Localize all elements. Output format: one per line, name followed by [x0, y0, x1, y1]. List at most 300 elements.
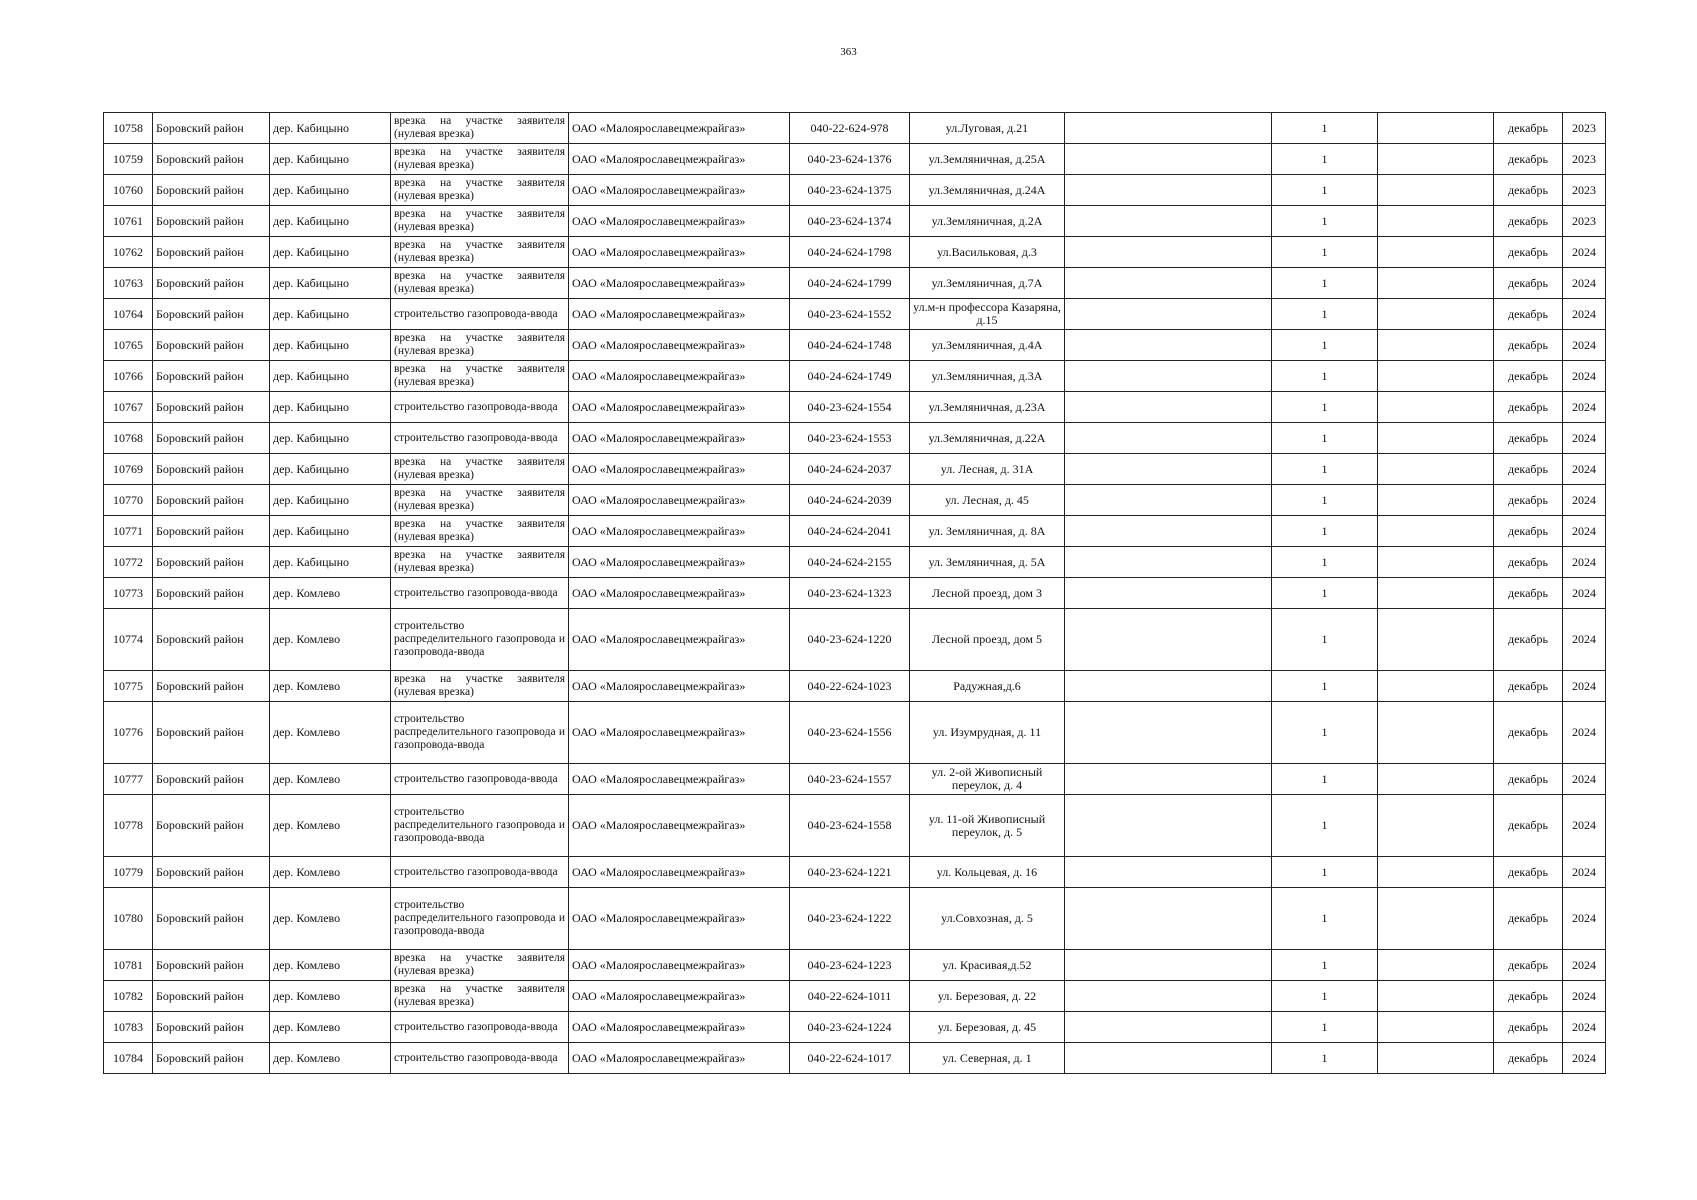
quantity-cell: 1: [1272, 1043, 1378, 1074]
year-cell: 2024: [1563, 857, 1606, 888]
table-row: [104, 981, 1606, 1012]
work-type-cell: строительство газопровода-ввода: [391, 857, 569, 888]
year-cell: 2024: [1563, 888, 1606, 950]
year-cell: 2024: [1563, 268, 1606, 299]
blank-cell: [1065, 981, 1272, 1012]
application-id-cell: 040-24-624-2039: [790, 485, 910, 516]
row-number: 10778: [104, 795, 153, 857]
quantity-cell: 1: [1272, 857, 1378, 888]
quantity-cell: 1: [1272, 516, 1378, 547]
quantity-cell: 1: [1272, 268, 1378, 299]
organization-cell: ОАО «Малоярославецмежрайгаз»: [569, 113, 790, 144]
district-cell: Боровский район: [153, 299, 270, 330]
work-type-cell: строительство распределительного газопровода и газопровода-ввода: [391, 702, 569, 764]
district-cell: Боровский район: [153, 144, 270, 175]
month-cell: декабрь: [1494, 950, 1563, 981]
quantity-cell: 1: [1272, 392, 1378, 423]
locality-cell: дер. Кабицыно: [270, 454, 391, 485]
year-cell: 2024: [1563, 547, 1606, 578]
quantity-cell: 1: [1272, 361, 1378, 392]
locality-cell: дер. Кабицыно: [270, 299, 391, 330]
month-cell: декабрь: [1494, 206, 1563, 237]
blank-cell: [1378, 671, 1494, 702]
row-number: 10777: [104, 764, 153, 795]
locality-cell: дер. Комлево: [270, 671, 391, 702]
work-type-cell: врезка на участке заявителя (нулевая врезка): [391, 981, 569, 1012]
row-number: 10781: [104, 950, 153, 981]
table-row: [104, 609, 1606, 671]
address-cell: ул. Красивая,д.52: [910, 950, 1065, 981]
address-cell: ул. Березовая, д. 45: [910, 1012, 1065, 1043]
year-cell: 2024: [1563, 671, 1606, 702]
year-cell: 2023: [1563, 113, 1606, 144]
row-number: 10758: [104, 113, 153, 144]
application-id-cell: 040-24-624-2155: [790, 547, 910, 578]
address-cell: ул.Луговая, д.21: [910, 113, 1065, 144]
application-id-cell: 040-23-624-1554: [790, 392, 910, 423]
locality-cell: дер. Кабицыно: [270, 175, 391, 206]
organization-cell: ОАО «Малоярославецмежрайгаз»: [569, 702, 790, 764]
work-type-cell: врезка на участке заявителя (нулевая врезка): [391, 361, 569, 392]
blank-cell: [1378, 206, 1494, 237]
row-number: 10763: [104, 268, 153, 299]
organization-cell: ОАО «Малоярославецмежрайгаз»: [569, 144, 790, 175]
blank-cell: [1378, 888, 1494, 950]
blank-cell: [1378, 423, 1494, 454]
locality-cell: дер. Кабицыно: [270, 361, 391, 392]
work-type-cell: врезка на участке заявителя (нулевая врезка): [391, 144, 569, 175]
organization-cell: ОАО «Малоярославецмежрайгаз»: [569, 671, 790, 702]
quantity-cell: 1: [1272, 981, 1378, 1012]
organization-cell: ОАО «Малоярославецмежрайгаз»: [569, 578, 790, 609]
blank-cell: [1378, 175, 1494, 206]
address-cell: ул.м-н профессора Казаряна, д.15: [910, 299, 1065, 330]
blank-cell: [1378, 702, 1494, 764]
address-cell: ул. Лесная, д. 45: [910, 485, 1065, 516]
blank-cell: [1378, 1043, 1494, 1074]
table-row: [104, 485, 1606, 516]
district-cell: Боровский район: [153, 764, 270, 795]
district-cell: Боровский район: [153, 392, 270, 423]
month-cell: декабрь: [1494, 144, 1563, 175]
year-cell: 2024: [1563, 702, 1606, 764]
table-row: [104, 175, 1606, 206]
address-cell: ул.Земляничная, д.22А: [910, 423, 1065, 454]
application-id-cell: 040-23-624-1552: [790, 299, 910, 330]
quantity-cell: 1: [1272, 764, 1378, 795]
locality-cell: дер. Комлево: [270, 857, 391, 888]
blank-cell: [1065, 516, 1272, 547]
blank-cell: [1378, 454, 1494, 485]
month-cell: декабрь: [1494, 237, 1563, 268]
organization-cell: ОАО «Малоярославецмежрайгаз»: [569, 609, 790, 671]
row-number: 10770: [104, 485, 153, 516]
row-number: 10760: [104, 175, 153, 206]
district-cell: Боровский район: [153, 454, 270, 485]
quantity-cell: 1: [1272, 485, 1378, 516]
work-type-cell: строительство газопровода-ввода: [391, 578, 569, 609]
quantity-cell: 1: [1272, 454, 1378, 485]
row-number: 10782: [104, 981, 153, 1012]
year-cell: 2024: [1563, 578, 1606, 609]
row-number: 10769: [104, 454, 153, 485]
quantity-cell: 1: [1272, 206, 1378, 237]
locality-cell: дер. Комлево: [270, 578, 391, 609]
locality-cell: дер. Кабицыно: [270, 547, 391, 578]
district-cell: Боровский район: [153, 516, 270, 547]
organization-cell: ОАО «Малоярославецмежрайгаз»: [569, 950, 790, 981]
address-cell: ул. Лесная, д. 31А: [910, 454, 1065, 485]
month-cell: декабрь: [1494, 609, 1563, 671]
district-cell: Боровский район: [153, 671, 270, 702]
month-cell: декабрь: [1494, 361, 1563, 392]
locality-cell: дер. Комлево: [270, 1012, 391, 1043]
month-cell: декабрь: [1494, 547, 1563, 578]
quantity-cell: 1: [1272, 330, 1378, 361]
blank-cell: [1065, 144, 1272, 175]
row-number: 10765: [104, 330, 153, 361]
address-cell: ул.Земляничная, д.3А: [910, 361, 1065, 392]
blank-cell: [1065, 609, 1272, 671]
row-number: 10783: [104, 1012, 153, 1043]
application-id-cell: 040-22-624-1023: [790, 671, 910, 702]
address-cell: Радужная,д.6: [910, 671, 1065, 702]
application-id-cell: 040-24-624-2041: [790, 516, 910, 547]
application-id-cell: 040-23-624-1374: [790, 206, 910, 237]
application-id-cell: 040-24-624-1798: [790, 237, 910, 268]
table-row: [104, 764, 1606, 795]
year-cell: 2023: [1563, 175, 1606, 206]
table-row: [104, 671, 1606, 702]
year-cell: 2024: [1563, 423, 1606, 454]
district-cell: Боровский район: [153, 423, 270, 454]
month-cell: декабрь: [1494, 175, 1563, 206]
year-cell: 2024: [1563, 361, 1606, 392]
blank-cell: [1378, 1012, 1494, 1043]
organization-cell: ОАО «Малоярославецмежрайгаз»: [569, 981, 790, 1012]
locality-cell: дер. Кабицыно: [270, 516, 391, 547]
quantity-cell: 1: [1272, 702, 1378, 764]
work-type-cell: врезка на участке заявителя (нулевая врезка): [391, 516, 569, 547]
organization-cell: ОАО «Малоярославецмежрайгаз»: [569, 795, 790, 857]
quantity-cell: 1: [1272, 299, 1378, 330]
organization-cell: ОАО «Малоярославецмежрайгаз»: [569, 299, 790, 330]
year-cell: 2024: [1563, 795, 1606, 857]
work-type-cell: врезка на участке заявителя (нулевая врезка): [391, 454, 569, 485]
quantity-cell: 1: [1272, 888, 1378, 950]
district-cell: Боровский район: [153, 888, 270, 950]
year-cell: 2023: [1563, 144, 1606, 175]
table-row: [104, 361, 1606, 392]
year-cell: 2024: [1563, 950, 1606, 981]
blank-cell: [1378, 144, 1494, 175]
quantity-cell: 1: [1272, 175, 1378, 206]
year-cell: 2024: [1563, 764, 1606, 795]
district-cell: Боровский район: [153, 175, 270, 206]
district-cell: Боровский район: [153, 795, 270, 857]
month-cell: декабрь: [1494, 423, 1563, 454]
table-row: [104, 1012, 1606, 1043]
blank-cell: [1065, 237, 1272, 268]
month-cell: декабрь: [1494, 795, 1563, 857]
locality-cell: дер. Кабицыно: [270, 330, 391, 361]
blank-cell: [1065, 330, 1272, 361]
organization-cell: ОАО «Малоярославецмежрайгаз»: [569, 516, 790, 547]
application-id-cell: 040-24-624-1748: [790, 330, 910, 361]
address-cell: ул.Земляничная, д.2А: [910, 206, 1065, 237]
locality-cell: дер. Комлево: [270, 888, 391, 950]
year-cell: 2024: [1563, 516, 1606, 547]
application-id-cell: 040-22-624-1011: [790, 981, 910, 1012]
row-number: 10779: [104, 857, 153, 888]
quantity-cell: 1: [1272, 423, 1378, 454]
district-cell: Боровский район: [153, 547, 270, 578]
month-cell: декабрь: [1494, 485, 1563, 516]
quantity-cell: 1: [1272, 671, 1378, 702]
year-cell: 2023: [1563, 206, 1606, 237]
work-type-cell: врезка на участке заявителя (нулевая врезка): [391, 206, 569, 237]
locality-cell: дер. Кабицыно: [270, 206, 391, 237]
year-cell: 2024: [1563, 981, 1606, 1012]
row-number: 10762: [104, 237, 153, 268]
blank-cell: [1065, 795, 1272, 857]
quantity-cell: 1: [1272, 578, 1378, 609]
application-id-cell: 040-23-624-1557: [790, 764, 910, 795]
blank-cell: [1065, 485, 1272, 516]
district-cell: Боровский район: [153, 113, 270, 144]
work-type-cell: строительство газопровода-ввода: [391, 764, 569, 795]
address-cell: ул. Изумрудная, д. 11: [910, 702, 1065, 764]
locality-cell: дер. Кабицыно: [270, 237, 391, 268]
quantity-cell: 1: [1272, 795, 1378, 857]
organization-cell: ОАО «Малоярославецмежрайгаз»: [569, 268, 790, 299]
row-number: 10773: [104, 578, 153, 609]
address-cell: ул.Земляничная, д.7А: [910, 268, 1065, 299]
month-cell: декабрь: [1494, 578, 1563, 609]
work-type-cell: строительство распределительного газопровода и газопровода-ввода: [391, 795, 569, 857]
address-cell: ул. Северная, д. 1: [910, 1043, 1065, 1074]
year-cell: 2024: [1563, 485, 1606, 516]
district-cell: Боровский район: [153, 361, 270, 392]
district-cell: Боровский район: [153, 609, 270, 671]
blank-cell: [1378, 857, 1494, 888]
row-number: 10771: [104, 516, 153, 547]
blank-cell: [1065, 547, 1272, 578]
quantity-cell: 1: [1272, 113, 1378, 144]
locality-cell: дер. Комлево: [270, 764, 391, 795]
month-cell: декабрь: [1494, 702, 1563, 764]
organization-cell: ОАО «Малоярославецмежрайгаз»: [569, 361, 790, 392]
blank-cell: [1065, 702, 1272, 764]
blank-cell: [1065, 578, 1272, 609]
register-body: [104, 113, 1606, 1074]
blank-cell: [1065, 950, 1272, 981]
year-cell: 2024: [1563, 299, 1606, 330]
blank-cell: [1378, 485, 1494, 516]
address-cell: ул. Кольцевая, д. 16: [910, 857, 1065, 888]
year-cell: 2024: [1563, 392, 1606, 423]
month-cell: декабрь: [1494, 516, 1563, 547]
table-row: [104, 299, 1606, 330]
work-type-cell: врезка на участке заявителя (нулевая врезка): [391, 547, 569, 578]
work-type-cell: врезка на участке заявителя (нулевая врезка): [391, 671, 569, 702]
blank-cell: [1065, 857, 1272, 888]
district-cell: Боровский район: [153, 485, 270, 516]
month-cell: декабрь: [1494, 454, 1563, 485]
organization-cell: ОАО «Малоярославецмежрайгаз»: [569, 175, 790, 206]
address-cell: ул.Земляничная, д.25А: [910, 144, 1065, 175]
district-cell: Боровский район: [153, 702, 270, 764]
month-cell: декабрь: [1494, 888, 1563, 950]
organization-cell: ОАО «Малоярославецмежрайгаз»: [569, 330, 790, 361]
blank-cell: [1065, 113, 1272, 144]
blank-cell: [1378, 268, 1494, 299]
application-id-cell: 040-23-624-1553: [790, 423, 910, 454]
month-cell: декабрь: [1494, 1012, 1563, 1043]
locality-cell: дер. Комлево: [270, 795, 391, 857]
month-cell: декабрь: [1494, 330, 1563, 361]
work-type-cell: врезка на участке заявителя (нулевая врезка): [391, 113, 569, 144]
locality-cell: дер. Комлево: [270, 609, 391, 671]
month-cell: декабрь: [1494, 299, 1563, 330]
year-cell: 2024: [1563, 1012, 1606, 1043]
address-cell: ул. Земляничная, д. 5А: [910, 547, 1065, 578]
blank-cell: [1378, 237, 1494, 268]
locality-cell: дер. Кабицыно: [270, 144, 391, 175]
table-row: [104, 206, 1606, 237]
locality-cell: дер. Кабицыно: [270, 113, 391, 144]
organization-cell: ОАО «Малоярославецмежрайгаз»: [569, 454, 790, 485]
district-cell: Боровский район: [153, 950, 270, 981]
application-id-cell: 040-23-624-1222: [790, 888, 910, 950]
table-row: [104, 144, 1606, 175]
address-cell: ул.Земляничная, д.23А: [910, 392, 1065, 423]
application-id-cell: 040-23-624-1220: [790, 609, 910, 671]
blank-cell: [1378, 950, 1494, 981]
month-cell: декабрь: [1494, 1043, 1563, 1074]
month-cell: декабрь: [1494, 981, 1563, 1012]
organization-cell: ОАО «Малоярославецмежрайгаз»: [569, 206, 790, 237]
work-type-cell: врезка на участке заявителя (нулевая врезка): [391, 330, 569, 361]
year-cell: 2024: [1563, 1043, 1606, 1074]
organization-cell: ОАО «Малоярославецмежрайгаз»: [569, 485, 790, 516]
work-type-cell: строительство распределительного газопровода и газопровода-ввода: [391, 888, 569, 950]
quantity-cell: 1: [1272, 237, 1378, 268]
table-row: [104, 578, 1606, 609]
address-cell: ул. Земляничная, д. 8А: [910, 516, 1065, 547]
work-type-cell: врезка на участке заявителя (нулевая врезка): [391, 237, 569, 268]
month-cell: декабрь: [1494, 671, 1563, 702]
blank-cell: [1065, 361, 1272, 392]
row-number: 10767: [104, 392, 153, 423]
year-cell: 2024: [1563, 609, 1606, 671]
organization-cell: ОАО «Малоярославецмежрайгаз»: [569, 547, 790, 578]
locality-cell: дер. Комлево: [270, 702, 391, 764]
blank-cell: [1065, 1043, 1272, 1074]
blank-cell: [1065, 206, 1272, 237]
address-cell: Лесной проезд, дом 5: [910, 609, 1065, 671]
application-id-cell: 040-23-624-1376: [790, 144, 910, 175]
locality-cell: дер. Кабицыно: [270, 485, 391, 516]
month-cell: декабрь: [1494, 764, 1563, 795]
district-cell: Боровский район: [153, 206, 270, 237]
district-cell: Боровский район: [153, 857, 270, 888]
application-id-cell: 040-23-624-1558: [790, 795, 910, 857]
address-cell: ул. Березовая, д. 22: [910, 981, 1065, 1012]
blank-cell: [1065, 299, 1272, 330]
address-cell: ул.Земляничная, д.4А: [910, 330, 1065, 361]
table-row: [104, 237, 1606, 268]
quantity-cell: 1: [1272, 547, 1378, 578]
blank-cell: [1065, 392, 1272, 423]
application-id-cell: 040-23-624-1224: [790, 1012, 910, 1043]
table-row: [104, 423, 1606, 454]
table-row: [104, 888, 1606, 950]
district-cell: Боровский район: [153, 578, 270, 609]
organization-cell: ОАО «Малоярославецмежрайгаз»: [569, 237, 790, 268]
application-id-cell: 040-22-624-1017: [790, 1043, 910, 1074]
blank-cell: [1065, 888, 1272, 950]
month-cell: декабрь: [1494, 392, 1563, 423]
address-cell: ул. 2-ой Живописный переулок, д. 4: [910, 764, 1065, 795]
table-row: [104, 330, 1606, 361]
blank-cell: [1378, 299, 1494, 330]
work-type-cell: строительство газопровода-ввода: [391, 392, 569, 423]
blank-cell: [1378, 516, 1494, 547]
row-number: 10774: [104, 609, 153, 671]
row-number: 10776: [104, 702, 153, 764]
table-row: [104, 392, 1606, 423]
address-cell: ул.Земляничная, д.24А: [910, 175, 1065, 206]
table-row: [104, 702, 1606, 764]
year-cell: 2024: [1563, 454, 1606, 485]
table-row: [104, 795, 1606, 857]
organization-cell: ОАО «Малоярославецмежрайгаз»: [569, 857, 790, 888]
work-type-cell: строительство газопровода-ввода: [391, 1043, 569, 1074]
locality-cell: дер. Кабицыно: [270, 392, 391, 423]
register-table: [103, 112, 1606, 1074]
row-number: 10759: [104, 144, 153, 175]
year-cell: 2024: [1563, 237, 1606, 268]
blank-cell: [1065, 175, 1272, 206]
work-type-cell: строительство газопровода-ввода: [391, 299, 569, 330]
application-id-cell: 040-23-624-1323: [790, 578, 910, 609]
quantity-cell: 1: [1272, 950, 1378, 981]
table-row: [104, 547, 1606, 578]
row-number: 10766: [104, 361, 153, 392]
locality-cell: дер. Комлево: [270, 981, 391, 1012]
locality-cell: дер. Кабицыно: [270, 268, 391, 299]
district-cell: Боровский район: [153, 237, 270, 268]
organization-cell: ОАО «Малоярославецмежрайгаз»: [569, 1043, 790, 1074]
quantity-cell: 1: [1272, 609, 1378, 671]
row-number: 10768: [104, 423, 153, 454]
quantity-cell: 1: [1272, 144, 1378, 175]
address-cell: Лесной проезд, дом 3: [910, 578, 1065, 609]
district-cell: Боровский район: [153, 268, 270, 299]
locality-cell: дер. Кабицыно: [270, 423, 391, 454]
organization-cell: ОАО «Малоярославецмежрайгаз»: [569, 1012, 790, 1043]
work-type-cell: строительство распределительного газопровода и газопровода-ввода: [391, 609, 569, 671]
blank-cell: [1065, 671, 1272, 702]
work-type-cell: врезка на участке заявителя (нулевая врезка): [391, 175, 569, 206]
address-cell: ул.Совхозная, д. 5: [910, 888, 1065, 950]
blank-cell: [1378, 981, 1494, 1012]
organization-cell: ОАО «Малоярославецмежрайгаз»: [569, 888, 790, 950]
table-row: [104, 950, 1606, 981]
blank-cell: [1378, 113, 1494, 144]
blank-cell: [1378, 795, 1494, 857]
